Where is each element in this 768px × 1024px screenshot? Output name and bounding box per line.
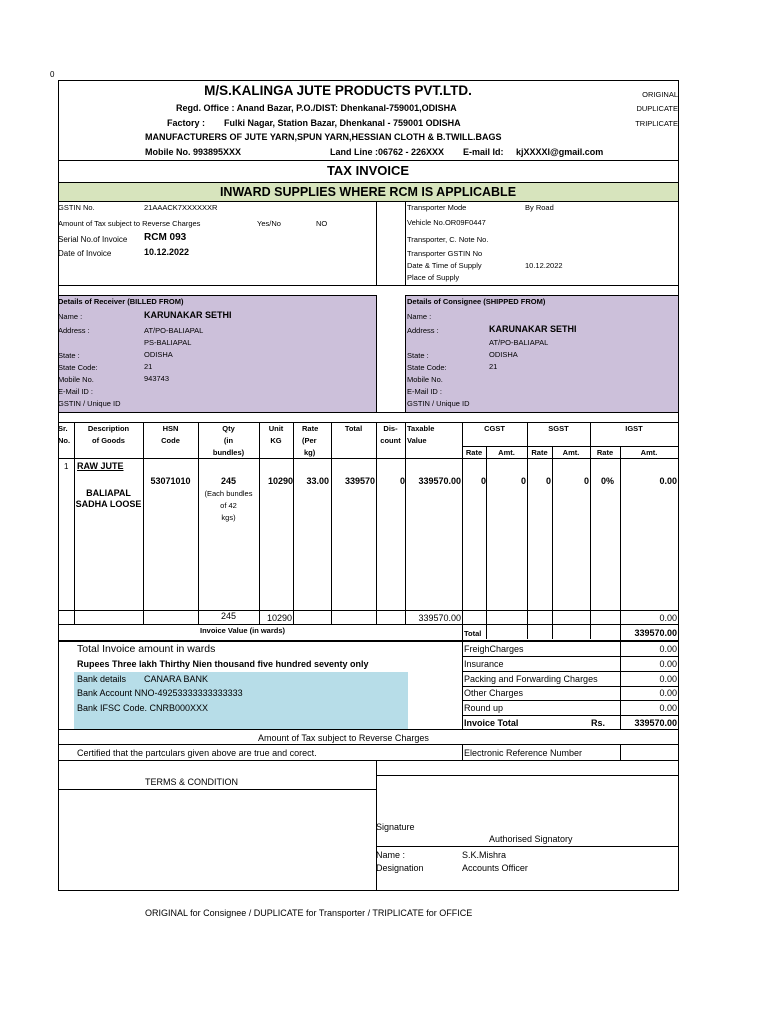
charge-roundup-value: 0.00 [659,703,677,713]
th-total: Total [344,424,363,433]
total-taxable: 339570.00 [418,613,461,623]
receiver-heading: Details of Receiver (BILLED FROM) [58,297,184,306]
th-taxable2: Value [407,436,427,445]
transporter-gstin: Transporter GSTIN No [407,249,483,258]
charge-roundup-label: Round up [464,703,504,713]
tax-rc-footer: Amount of Tax subject to Reverse Charges [258,733,429,743]
th-hsn1: HSN [162,424,179,433]
serial-value: RCM 093 [144,232,187,243]
th-sr: Sr. [58,424,68,433]
copy-triplicate: TRIPLICATE [635,119,678,128]
bank-details-label: Bank details [77,674,127,684]
charge-packing-value: 0.00 [659,674,677,684]
th-igst-amt: Amt. [640,448,658,457]
tax-invoice-title: TAX INVOICE [326,163,410,178]
receiver-email-label: E-Mail ID : [58,387,94,396]
factory-address: Fulki Nagar, Station Bazar, Dhenkanal - 759001 ODISHA [224,118,461,128]
certified-text: Certified that the partculars given above are true and corect. [77,748,317,758]
consignee-email-label: E-Mail ID : [407,387,443,396]
consignee-address-label: Address : [407,326,439,335]
receiver-addr2: PS-BALIAPAL [144,338,192,347]
consignee-state: ODISHA [489,350,518,359]
th-cgst-rate: Rate [465,448,483,457]
receiver-name-label: Name : [58,312,83,321]
item-desc1: BALIAPAL [86,488,131,498]
consignee-addr1: AT/PO-BALIAPAL [489,338,549,347]
transport-mode: By Road [525,203,554,212]
item-qty-note2: of 42 [220,501,237,510]
signer-designation-label: Designation [376,863,424,873]
factory-label: Factory : [167,118,206,128]
total-qty: 245 [220,611,237,621]
item-igst-amt: 0.00 [659,476,677,486]
authorised-signatory: Authorised Signatory [489,834,573,844]
th-igst-rate: Rate [596,448,614,457]
copy-footer: ORIGINAL for Consignee / DUPLICATE for Transporter / TRIPLICATE for OFFICE [145,908,473,918]
regd-office: Regd. Office : Anand Bazar, P.O./DIST: Dhenkanal-759001,ODISHA [176,103,457,113]
item-total: 339570 [344,476,375,486]
consignee-gstin-label: GSTIN / Unique ID [407,399,470,408]
total-value: 339570.00 [634,628,677,638]
item-sr: 1 [64,462,69,471]
receiver-mobile: 943743 [144,374,170,383]
item-discount: 0 [399,476,405,486]
consignee-name: KARUNAKAR SETHI [489,324,577,334]
consignee-heading: Details of Consignee (SHIPPED FROM) [407,297,546,306]
company-email: kjXXXXl@gmail.com [516,147,604,157]
th-qty3: bundles) [212,448,245,457]
tax-rc-label: Amount of Tax subject to Reverse Charges [58,219,201,228]
receiver-addr1: AT/PO-BALIAPAL [144,326,204,335]
charge-insurance-value: 0.00 [659,659,677,669]
manufacturers-line: MANUFACTURERS OF JUTE YARN,SPUN YARN,HESSIAN CLOTH & B.TWILL.BAGS [145,132,502,142]
signer-name: S.K.Mishra [462,850,507,860]
amount-words-text: Rupees Three lakh Thirthy Nien thousand five hundred seventy only [77,659,369,669]
item-cgst-rate: 0 [480,476,486,486]
th-rate1: Rate [302,424,319,433]
receiver-state: ODISHA [144,350,173,359]
item-sgst-rate: 0 [545,476,551,486]
copy-original: ORIGINAL [642,90,678,99]
invoice-total-label: Invoice Total [464,718,519,728]
th-sgst-amt: Amt. [562,448,580,457]
date-value: 10.12.2022 [144,247,190,257]
gstin-value: 21AAACK7XXXXXXR [144,203,218,212]
bank-name: CANARA BANK [144,674,209,684]
th-desc2: of Goods [92,436,125,445]
transport-mode-label: Transporter Mode [407,203,467,212]
invoice-total-rs: Rs. [591,718,606,728]
th-disc2: count [380,436,401,445]
receiver-state-code-label: State Code: [58,363,98,372]
item-qty: 245 [220,476,237,486]
consignee-panel [405,295,678,412]
charge-packing-label: Packing and Forwarding Charges [464,674,598,684]
bank-ifsc: Bank IFSC Code. CNRB000XXX [77,703,209,713]
th-taxable1: Taxable [407,424,435,433]
total-unit: 10290 [266,613,292,623]
charge-other-value: 0.00 [659,688,677,698]
supply-dt-label: Date & Time of Supply [407,261,482,270]
signer-designation: Accounts Officer [462,863,528,873]
consignee-mobile-label: Mobile No. [407,375,443,384]
company-landline: Land Line :06762 - 226XXX [330,147,445,157]
item-cgst-amt: 0 [520,476,526,486]
company-mobile: Mobile No. 993895XXX [145,147,242,157]
receiver-mobile-label: Mobile No. [58,375,94,384]
th-disc1: Dis- [383,424,398,433]
signer-name-label: Name : [376,850,406,860]
th-hsn2: Code [161,436,180,445]
th-qty2: (in [223,436,234,445]
th-rate2: (Per [302,436,317,445]
invoice-value-words-label: Invoice Value (in wards) [200,626,286,635]
ern-label: Electronic Reference Number [464,748,583,758]
th-cgst-amt: Amt. [498,448,515,457]
place-of-supply: Place of Supply [407,273,460,282]
th-sgst-rate: Rate [531,448,548,457]
charge-insurance-label: Insurance [464,659,504,669]
corner-mark: 0 [50,70,55,79]
total-label: Total [464,629,482,638]
tax-rc-value: NO [316,219,328,228]
item-taxable: 339570.00 [418,476,461,486]
th-unit2: KG [270,436,282,445]
item-igst-rate: 0% [600,476,614,486]
receiver-name: KARUNAKAR SETHI [144,310,232,320]
consignee-state-code-label: State Code: [407,363,447,372]
item-unit: 10290 [267,476,293,486]
th-no: No. [58,436,71,445]
vehicle-no: Vehicle No.OR09F0447 [407,218,486,227]
th-desc1: Description [87,424,130,433]
item-sgst-amt: 0 [583,476,589,486]
receiver-state-code: 21 [144,362,153,371]
item-qty-note1: (Each bundles [204,489,253,498]
charge-freight-value: 0.00 [659,644,677,654]
terms-heading: TERMS & CONDITION [145,777,239,787]
th-unit1: Unit [268,424,284,433]
consignee-name-label: Name : [407,312,432,321]
email-label: E-mail Id: [463,147,504,157]
th-qty1: Qty [222,424,235,433]
bank-account: Bank Account NNO-49253333333333333 [77,688,243,698]
charge-freight-label: FreighCharges [464,644,524,654]
signature-label: Signature [376,822,415,832]
item-qty-note3: kgs) [221,513,236,522]
gstin-label: GSTIN No. [58,203,95,212]
consignee-state-label: State : [407,351,429,360]
serial-label: Serial No.of Invoice [58,235,128,244]
charge-other-label: Other Charges [464,688,524,698]
consignee-state-code: 21 [489,362,498,371]
th-cgst: CGST [484,424,505,433]
amount-words-heading: Total Invoice amount in wards [77,643,216,655]
copy-duplicate: DUPLICATE [636,104,678,113]
th-rate3: kg) [304,448,316,457]
total-igst: 0.00 [659,613,677,623]
item-rate: 33.00 [306,476,329,486]
item-hsn: 53071010 [150,476,191,486]
supply-dt: 10.12.2022 [525,261,563,270]
receiver-address-label: Address : [58,326,90,335]
th-sgst: SGST [548,424,569,433]
th-igst: IGST [625,424,643,433]
date-label: Date of Invoice [58,249,112,258]
receiver-gstin-label: GSTIN / Unique ID [58,399,121,408]
company-name: M/S.KALINGA JUTE PRODUCTS PVT.LTD. [204,83,472,98]
item-desc2: SADHA LOOSE [75,499,142,509]
receiver-state-label: State : [58,351,80,360]
c-note: Transporter, C. Note No. [407,235,489,244]
inward-title: INWARD SUPPLIES WHERE RCM IS APPLICABLE [219,185,517,199]
item-name: RAW JUTE [77,461,124,471]
invoice-total-value: 339570.00 [634,718,677,728]
yes-no-label: Yes/No [257,219,281,228]
